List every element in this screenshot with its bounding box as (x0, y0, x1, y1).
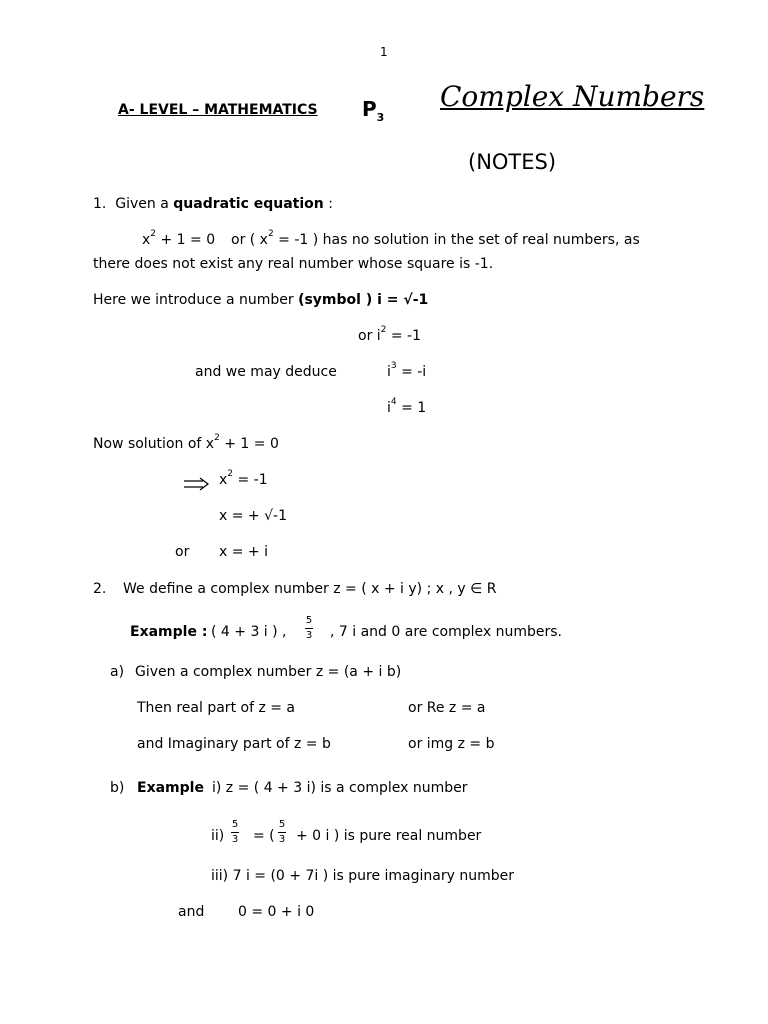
deduce-label: and we may deduce (195, 364, 337, 380)
fraction-ii-a: 5 3 (231, 819, 239, 845)
explanation-line-2: there does not exist any real number whose square is -1. (93, 256, 494, 272)
example-ii-rest: + 0 i ) is pure real number (296, 828, 482, 844)
quadratic-equation: $x^2 + 1 = 0$ (142, 229, 216, 248)
introduce-line: Here we introduce a number (symbol ) i = √-1 (93, 292, 429, 308)
part-a-label: a) (110, 664, 125, 680)
now-solution: Now solution of $x^2 + 1 = 0$ (93, 433, 279, 452)
real-part-alt: or Re z = a (408, 700, 486, 716)
i-fourth: $i^4 = 1$ (387, 397, 427, 416)
real-part: Then real part of z = a (137, 700, 296, 716)
i-squared: or $i^2 = -1$ (358, 325, 421, 344)
part-a-text: Given a complex number z = (a + i b) (135, 664, 402, 680)
notes-label: (NOTES) (468, 150, 557, 174)
paper-code: $P_3$ (362, 97, 385, 124)
topic-title: Complex Numbers (440, 80, 705, 113)
example-ii-label: ii) (211, 828, 225, 844)
example-i: i) z = ( 4 + 3 i) is a complex number (212, 780, 468, 796)
example-rest: , 7 i and 0 are complex numbers. (330, 624, 562, 640)
part-b-example: Example (137, 780, 204, 796)
and-label: and (178, 904, 205, 920)
course-title: A- LEVEL – MATHEMATICS (118, 102, 318, 118)
section-2-num: 2. (93, 581, 107, 597)
x-sqrt-step: x = + √-1 (219, 508, 287, 524)
or-label: or (175, 544, 190, 560)
x-i-step: x = + i (219, 544, 268, 560)
zero-complex: 0 = 0 + i 0 (238, 904, 315, 920)
section-1-heading: 1. Given a quadratic equation : (93, 196, 333, 212)
example-ii-mid: = ( (253, 828, 275, 844)
fraction-ii-b: 5 3 (278, 819, 286, 845)
x-squared-step: $x^2 = -1$ (219, 469, 268, 488)
imaginary-part: and Imaginary part of z = b (137, 736, 331, 752)
equation-explanation: or ( $x^2 = -1$ ) has no solution in the set of real numbers, as (231, 229, 640, 248)
implies-arrow-icon (183, 477, 211, 491)
example-first: ( 4 + 3 i ) , (211, 624, 287, 640)
part-b-label: b) (110, 780, 125, 796)
example-label: Example : (130, 624, 208, 640)
imaginary-part-alt: or img z = b (408, 736, 495, 752)
page-number: 1 (380, 45, 388, 59)
fraction-five-thirds: 5 3 (305, 615, 313, 641)
example-iii: iii) 7 i = (0 + 7i ) is pure imaginary number (211, 868, 514, 884)
complex-definition: We define a complex number z = ( x + i y) ; x , y ∈ R (123, 581, 497, 597)
i-cubed: $i^3 = -i$ (387, 361, 427, 380)
